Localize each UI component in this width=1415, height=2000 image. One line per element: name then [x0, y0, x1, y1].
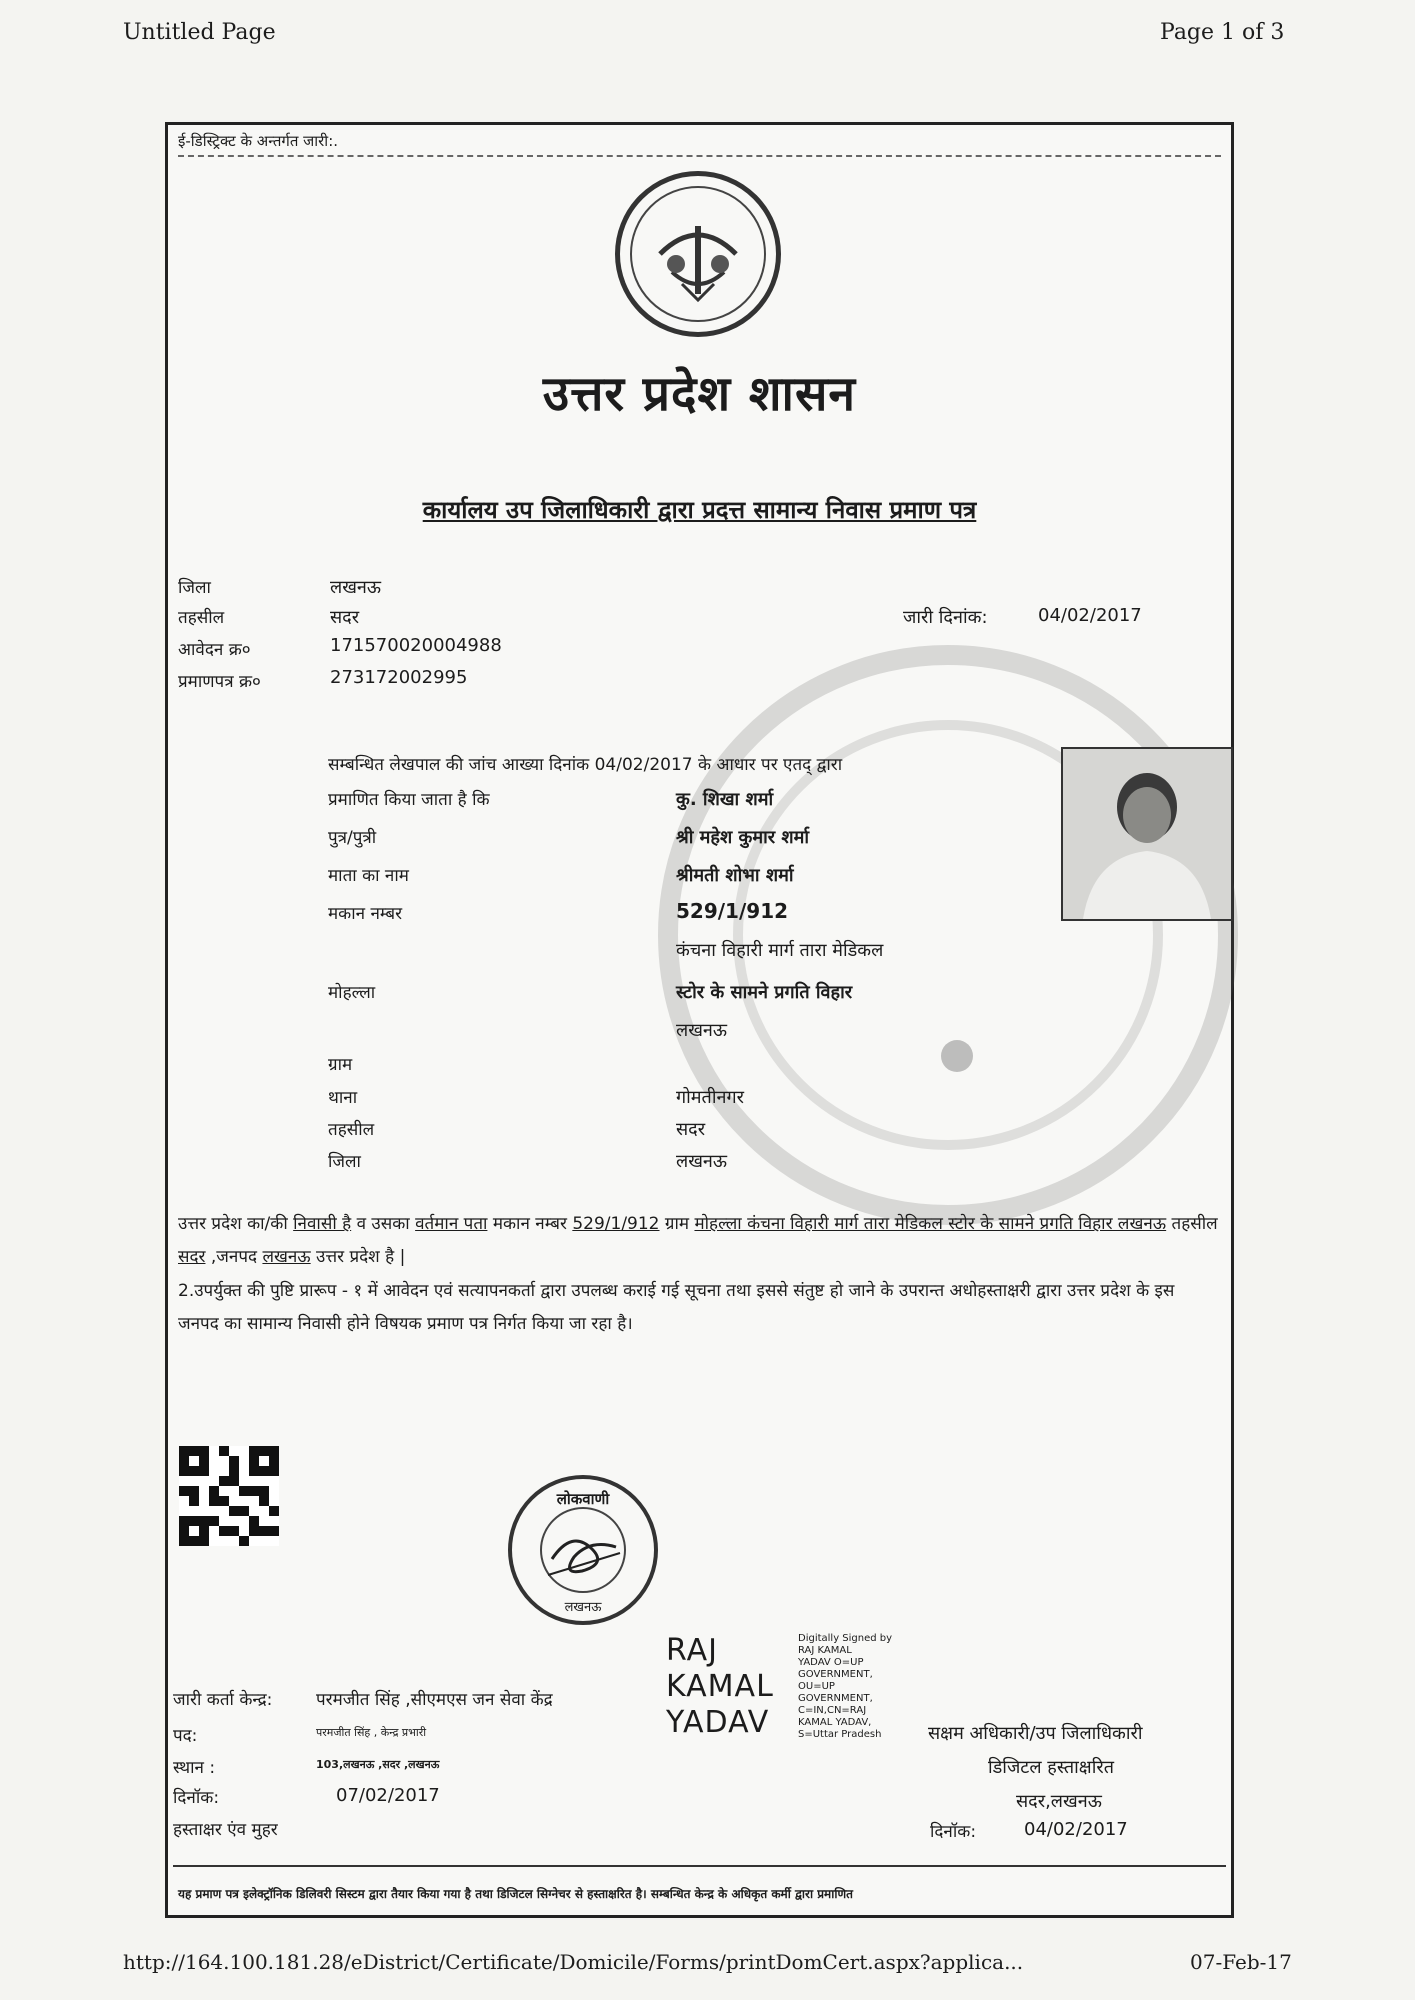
- print-url: http://164.100.181.28/eDistrict/Certificate/Domicile/Forms/printDomCert.aspx?applica...: [123, 1950, 1024, 1974]
- mohalla-line-3: लखनऊ: [676, 1020, 728, 1041]
- kendra-date-value: 07/02/2017: [336, 1785, 440, 1806]
- mother-name: श्रीमती शोभा शर्मा: [676, 865, 794, 886]
- post-label: पद:: [173, 1726, 198, 1746]
- signer-name-line-2: KAMAL: [666, 1669, 774, 1704]
- verification-intro: सम्बन्धित लेखपाल की जांच आख्या दिनांक 04/02/2017 के आधार पर एतद् द्वारा: [328, 755, 843, 775]
- print-date: 07-Feb-17: [1190, 1950, 1292, 1974]
- print-page-number: Page 1 of 3: [1160, 20, 1285, 45]
- issuing-centre-label: जारी कर्ता केन्द्र:: [173, 1690, 273, 1710]
- place-label: स्थान :: [173, 1758, 216, 1778]
- tehsil-label: तहसील: [178, 608, 225, 628]
- confirmation-statement: 2.उपर्युक्त की पुष्टि प्रारूप - १ में आवेदन एवं सत्यापनकर्ता द्वारा उपलब्ध कराई गई सूचना तथा इससे संतुष्ट हो जाने के उपरान्त अधोहस्ताक्षरी द्वारा उत्तर प्रदेश के इस जनपद का सामान्य निवासी होने विषयक प्रमाण पत्र निर्गत किया जा रहा है।: [178, 1281, 1175, 1334]
- header-divider: [178, 155, 1221, 157]
- address-tehsil-value: सदर: [676, 1119, 706, 1140]
- authority-date-label: दिनॉक:: [930, 1822, 977, 1842]
- certificate-title: कार्यालय उप जिलाधिकारी द्वारा प्रदत्त सामान्य निवास प्रमाण पत्र: [422, 496, 977, 524]
- application-number-value: 171570020004988: [330, 635, 502, 656]
- seal-bottom-text: लखनऊ: [564, 1600, 602, 1615]
- government-title: उत्तर प्रदेश शासन: [542, 366, 857, 422]
- signature-seal-label: हस्ताक्षर एंव मुहर: [173, 1820, 278, 1840]
- mohalla-line-2: स्टोर के सामने प्रगति विहार: [676, 982, 853, 1003]
- certificate-number-value: 273172002995: [330, 667, 468, 688]
- district-value: लखनऊ: [330, 577, 382, 598]
- father-name: श्री महेश कुमार शर्मा: [676, 827, 810, 848]
- address-tehsil-label: तहसील: [328, 1120, 375, 1140]
- mother-name-label: माता का नाम: [328, 866, 409, 886]
- address-district-label: जिला: [328, 1152, 361, 1172]
- police-station-label: थाना: [328, 1088, 358, 1108]
- certificate-number-label: प्रमाणपत्र क्र०: [178, 672, 261, 692]
- qr-code-icon: [179, 1446, 279, 1546]
- mohalla-line-1: कंचना विहारी मार्ग तारा मेडिकल: [676, 940, 884, 961]
- certificate: [165, 122, 1234, 1918]
- signer-name-line-3: YADAV: [666, 1705, 770, 1740]
- applicant-name: कु. शिखा शर्मा: [676, 789, 774, 810]
- parent-label: पुत्र/पुत्री: [328, 828, 377, 848]
- address-district-value: लखनऊ: [676, 1151, 728, 1172]
- residence-statement: उत्तर प्रदेश का/की निवासी है व उसका वर्तमान पता मकान नम्बर 529/1/912 ग्राम मोहल्ला कंचना विहारी मार्ग तारा मेडिकल स्टोर के सामने प्रगति विहार लखनऊ तहसील सदर ,जनपद लखनऊ उत्तर प्रदेश है |: [178, 1214, 1218, 1267]
- police-station-value: गोमतीनगर: [676, 1087, 744, 1108]
- tehsil-value: सदर: [330, 607, 360, 628]
- post-value: परमजीत सिंह , केन्द्र प्रभारी: [316, 1726, 427, 1739]
- authority-date-value: 04/02/2017: [1024, 1819, 1128, 1840]
- applicant-photo: [1061, 747, 1233, 921]
- issuing-centre-value: परमजीत सिंह ,सीएमएस जन सेवा केंद्र: [316, 1690, 553, 1710]
- kendra-seal: [508, 1475, 658, 1625]
- seal-top-text: लोकवाणी: [556, 1490, 610, 1508]
- place-value: 103,लखनऊ ,सदर ,लखनऊ: [316, 1758, 440, 1771]
- signer-name-line-1: RAJ: [666, 1633, 718, 1668]
- application-number-label: आवेदन क्र०: [178, 640, 251, 660]
- house-number-value: 529/1/912: [676, 899, 789, 923]
- issued-under-label: ई-डिस्ट्रिक्ट के अन्तर्गत जारी:.: [178, 132, 339, 150]
- district-label: जिला: [178, 578, 211, 598]
- authority-location: सदर,लखनऊ: [1016, 1791, 1102, 1812]
- electronic-delivery-note: यह प्रमाण पत्र इलेक्ट्रॉनिक डिलिवरी सिस्टम द्वारा तैयार किया गया है तथा डिजिटल सिग्नेचर से हस्ताक्षरित है। सम्बन्धित केन्द्र के अधिकृत कर्मी द्वारा प्रमाणित: [178, 1887, 853, 1901]
- certified-label: प्रमाणित किया जाता है कि: [328, 790, 490, 810]
- print-page-title: Untitled Page: [123, 20, 276, 45]
- mohalla-label: मोहल्ला: [328, 983, 376, 1003]
- issue-date-label: जारी दिनांक:: [903, 607, 988, 628]
- village-label: ग्राम: [328, 1055, 353, 1075]
- up-government-emblem-icon: [615, 171, 781, 337]
- issue-date-value: 04/02/2017: [1038, 605, 1142, 626]
- digital-signature-details: Digitally Signed by RAJ KAMAL YADAV O=UP GOVERNMENT, OU=UP GOVERNMENT, C=IN,CN=RAJ KAMAL YADAV, S=Uttar Pradesh: [798, 1633, 893, 1740]
- authority-designation: सक्षम अधिकारी/उप जिलाधिकारी: [928, 1723, 1143, 1744]
- watermark-seal: [658, 645, 1238, 1225]
- footer-divider: [173, 1865, 1226, 1867]
- digitally-signed-label: डिजिटल हस्ताक्षरित: [988, 1757, 1114, 1778]
- kendra-date-label: दिनॉक:: [173, 1788, 220, 1808]
- house-number-label: मकान नम्बर: [328, 904, 403, 924]
